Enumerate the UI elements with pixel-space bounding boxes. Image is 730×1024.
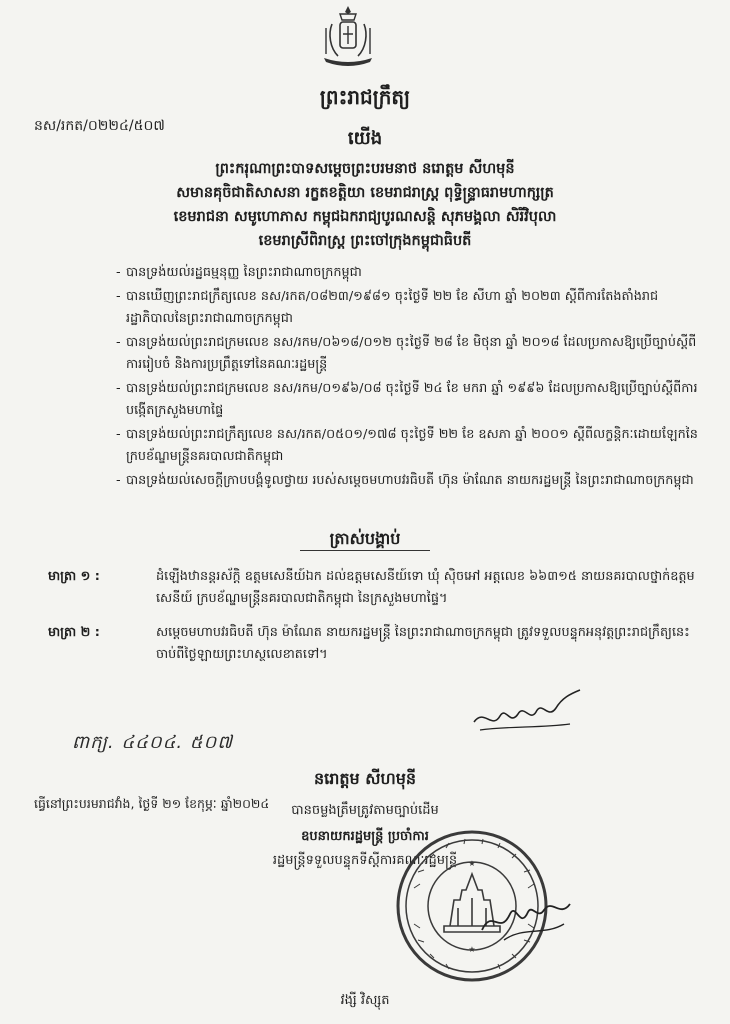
recital-item: - បានឃើញព្រះរាជក្រឹត្យលេខ នស/រកត/០៨២៣/១៩៨១ ចុះថ្ងៃទី ២២ ខែ សីហា ឆ្នាំ ២០២៣ ស្តីពីការតែងតាំងរាជរដ្ឋាភិបាលនៃព្រះរាជាណាចក្រកម្ពុជា — [116, 289, 659, 326]
certification-line: រដ្ឋមន្ត្រីទទួលបន្ទុកទីស្តីការគណៈរដ្ឋមន្ត្រី — [272, 853, 458, 868]
royal-title-line: ខេមរាស្រីពិរាស្ត្រ ព្រះចៅក្រុងកម្ពុជាធិបតី — [258, 233, 472, 249]
decree-heading: ត្រាស់បង្គាប់ — [329, 529, 401, 548]
place-and-date: ធ្វើនៅព្រះបរមរាជវាំង, ថ្ងៃទី ២១ ខែកុម្ភៈ ឆ្នាំ២០២៤ — [34, 796, 270, 811]
royal-title-line: ខេមរាជនា សមូហោភាស កម្ពុជឯករាជ្យបូរណសន្តិ សុភមង្គលា សិរីវិបុលា — [173, 209, 557, 225]
royal-signature — [470, 686, 590, 736]
article-text: សម្តេចមហាបវរធិបតី ហ៊ុន ម៉ាណែត នាយករដ្ឋមន្ត្រី នៃព្រះរាជាណាចក្រកម្ពុជា ត្រូវទទួលបន្ទុកអនុវត្តព្រះរាជក្រឹត្យនេះ ចាប់ពីថ្ងៃឡាយព្រះហស្ថលេខាតទៅ។ — [156, 625, 690, 662]
article-label: មាត្រា ១ : — [48, 569, 100, 584]
royal-title-line: សមានគុចិជាតិសាសនា រក្ខតខត្តិយា ខេមរាជរាស្ត្រ ពុទ្ធិន្ទ្រាធរាមហាក្សត្រ — [176, 185, 554, 201]
svg-text:★: ★ — [468, 945, 476, 954]
king-name: នរោត្តម សីហមុនី — [313, 769, 417, 788]
recital-item: - បានទ្រង់យល់ព្រះរាជក្រមលេខ នស/រកម/០១៩៦/០៨ ចុះថ្ងៃទី ២៤ ខែ មករា ឆ្នាំ ១៩៩៦ ដែលប្រកាសឱ្យប្រើច្បាប់ស្តីពីការបង្កើតក្រសួងមហាផ្ទៃ — [116, 381, 698, 418]
recital-item: - បានទ្រង់យល់រដ្ឋធម្មនុញ្ញ នៃព្រះរាជាណាចក្រកម្ពុជា — [116, 265, 362, 280]
royal-emblem-icon — [318, 4, 378, 68]
recital-item: - បានទ្រង់យល់ព្រះរាជក្រឹត្យលេខ នស/រកត/០៥០១/១៧៨ ចុះថ្ងៃទី ២២ ខែ ឧសភា ឆ្នាំ ២០០១ ស្តីពីលក្ខន្តិកៈដោយឡែកនៃក្របខ័ណ្ឌមន្ត្រីនគរបាលជាតិកម្ពុជា — [116, 427, 698, 464]
recitals-list — [116, 262, 706, 494]
handwritten-date: ពាក្យ. ៤៤០៤. ៥០៧ — [72, 732, 234, 753]
decree-subject: យើង — [347, 128, 383, 149]
minister-signature — [474, 890, 584, 950]
article-1 — [48, 566, 708, 610]
recital-item: - បានទ្រង់យល់សេចក្តីក្រាបបង្គំទូលថ្វាយ របស់សម្តេចមហាបវរធិបតី ហ៊ុន ម៉ាណែត នាយករដ្ឋមន្ត្រី នៃព្រះរាជាណាចក្រកម្ពុជា — [116, 473, 694, 488]
heading-underline — [300, 550, 430, 551]
svg-text:★: ★ — [468, 859, 476, 868]
article-text: ដំឡើងឋានន្តរស័ក្តិ ឧត្តមសេនីយ៍ឯក ដល់ឧត្តមសេនីយ៍ទោ ឃុំ ស៊ិចអៅ អត្តលេខ ៦៦៣១៥ នាយនគរបាលថ្នាក់ឧត្តមសេនីយ៍ ក្របខ័ណ្ឌមន្ត្រីនគរបាលជាតិកម្ពុជា នៃក្រសួងមហាផ្ទៃ។ — [156, 569, 695, 606]
minister-name: វង្សី វិស្សុត — [340, 993, 390, 1008]
certification-line: បានចម្លងត្រឹមត្រូវតាមច្បាប់ដើម — [291, 803, 439, 818]
recital-item: - បានទ្រង់យល់ព្រះរាជក្រមលេខ នស/រកម/០៦១៨/០១២ ចុះថ្ងៃទី ២៨ ខែ មិថុនា ឆ្នាំ ២០១៨ ដែលប្រកាសឱ្យប្រើច្បាប់ស្តីពីការរៀបចំ និងការប្រព្រឹត្តទៅនៃគណៈរដ្ឋមន្ត្រី — [116, 335, 697, 372]
document-number: នស/រកត/០២២៤/៥០៧ — [34, 118, 165, 134]
certification-line: ឧបនាយករដ្ឋមន្ត្រី ប្រចាំការ — [301, 829, 429, 844]
royal-title-line: ព្រះករុណាព្រះបាទសម្តេចព្រះបរមនាថ នរោត្តម សីហមុនី — [215, 161, 515, 177]
document-type: ព្រះរាជក្រឹត្យ — [319, 85, 411, 109]
article-label: មាត្រា ២ : — [48, 625, 100, 640]
article-2 — [48, 622, 708, 666]
